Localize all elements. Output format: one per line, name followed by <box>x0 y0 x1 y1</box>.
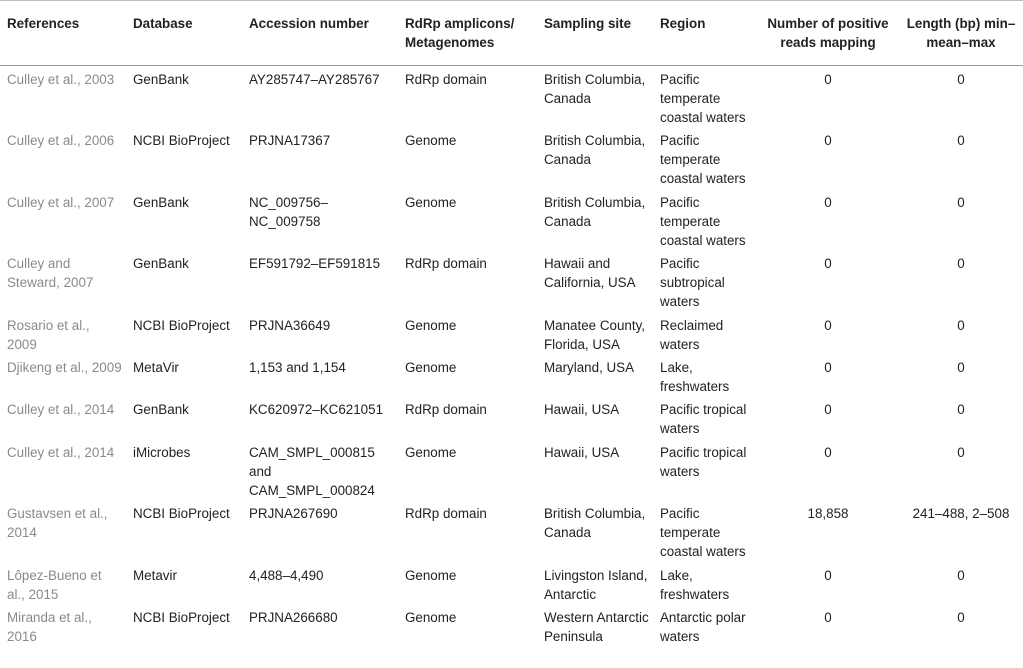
cell-type: RdRp domain <box>405 256 487 271</box>
cell-site: Western Antarctic Peninsula <box>544 610 649 645</box>
cell-site: British Columbia, Canada <box>544 194 646 229</box>
cell-type: Genome <box>405 359 457 375</box>
header-region: Region <box>653 1 757 66</box>
cell-region: Pacific tropical waters <box>660 444 747 479</box>
cell-region: Antarctic polar waters <box>660 610 746 645</box>
table-row <box>0 439 1023 501</box>
cell-reads: 0 <box>824 72 832 87</box>
cell-reference: Lôpez-Bueno et al., 2015 <box>7 567 102 602</box>
header-accession-number: Accession number <box>242 1 398 66</box>
cell-reference: Culley et al., 2014 <box>7 444 115 460</box>
cell-type: Genome <box>405 610 457 626</box>
cell-accession: PRJNA266680 <box>249 610 338 626</box>
table-row <box>0 604 1023 666</box>
cell-length: 0 <box>957 359 965 375</box>
header-references: References <box>0 1 126 66</box>
cell-reference: Gustavsen et al., 2014 <box>7 506 108 541</box>
cell-accession: 1,153 and 1,154 <box>249 359 346 375</box>
cell-site: Hawaii, USA <box>544 402 620 418</box>
header-row <box>0 1 1023 66</box>
cell-reference: Culley et al., 2007 <box>7 194 115 210</box>
cell-region: Pacific temperate coastal waters <box>660 72 746 125</box>
cell-site: Hawaii and California, USA <box>544 256 636 290</box>
cell-site: Manatee County, Florida, USA <box>544 317 645 352</box>
cell-region: Pacific tropical waters <box>660 402 747 437</box>
cell-type: RdRp domain <box>405 72 487 87</box>
table-row <box>0 66 1023 128</box>
cell-length: 0 <box>957 133 965 148</box>
cell-accession: NC_009756– NC_009758 <box>249 194 328 229</box>
cell-length: 0 <box>957 567 965 583</box>
cell-reads: 0 <box>824 610 832 626</box>
header-sampling-site: Sampling site <box>537 1 653 66</box>
cell-reads: 18,858 <box>807 506 849 522</box>
cell-reference: Culley et al., 2006 <box>7 133 115 148</box>
cell-length: 0 <box>957 402 965 418</box>
cell-reads: 0 <box>824 567 832 583</box>
cell-site: British Columbia, Canada <box>544 506 646 541</box>
cell-region: Pacific temperate coastal waters <box>660 506 746 560</box>
cell-database: NCBI BioProject <box>133 610 230 626</box>
cell-type: Genome <box>405 444 457 460</box>
cell-reference: Culley and Steward, 2007 <box>7 256 94 290</box>
cell-database: iMicrobes <box>133 444 191 460</box>
cell-length: 241–488, 2–508 <box>912 506 1010 522</box>
cell-type: Genome <box>405 317 457 333</box>
cell-reads: 0 <box>824 194 832 210</box>
header-database: Database <box>126 1 242 66</box>
header-positive-reads: Number of positive reads mapping <box>757 1 896 66</box>
cell-database: Metavir <box>133 567 177 583</box>
cell-type: Genome <box>405 567 457 583</box>
table-row <box>0 396 1023 438</box>
cell-database: GenBank <box>133 256 189 271</box>
cell-accession: CAM_SMPL_000815 and CAM_SMPL_000824 <box>249 444 375 498</box>
cell-site: Livingston Island, Antarctic <box>544 567 648 602</box>
cell-reads: 0 <box>824 444 832 460</box>
header-amplicons-metagenomes: RdRp amplicons/ Metagenomes <box>398 1 537 66</box>
cell-accession: KC620972–KC621051 <box>249 402 384 418</box>
cell-database: MetaVir <box>133 359 179 375</box>
cell-database: GenBank <box>133 72 189 87</box>
table-row <box>0 562 1023 604</box>
cell-reference: Miranda et al., 2016 <box>7 610 92 645</box>
cell-reads: 0 <box>824 359 832 375</box>
cell-reference: Djikeng et al., 2009 <box>7 359 122 375</box>
cell-length: 0 <box>957 194 965 210</box>
cell-region: Lake, freshwaters <box>660 567 730 602</box>
cell-length: 0 <box>957 444 965 460</box>
cell-reads: 0 <box>824 317 832 333</box>
cell-type: Genome <box>405 133 457 148</box>
cell-region: Lake, freshwaters <box>660 359 730 394</box>
cell-accession: PRJNA36649 <box>249 317 331 333</box>
cell-database: GenBank <box>133 402 189 418</box>
cell-database: NCBI BioProject <box>133 317 230 333</box>
cell-site: Hawaii, USA <box>544 444 620 460</box>
cell-reads: 0 <box>824 256 832 271</box>
table-row <box>0 189 1023 251</box>
cell-accession: PRJNA17367 <box>249 133 331 148</box>
table-row <box>0 354 1023 396</box>
cell-type: RdRp domain <box>405 402 487 418</box>
table-row <box>0 500 1023 562</box>
table-row <box>0 250 1023 312</box>
cell-length: 0 <box>957 256 965 271</box>
cell-length: 0 <box>957 610 965 626</box>
table-row <box>0 127 1023 189</box>
cell-site: British Columbia, Canada <box>544 72 646 106</box>
cell-reads: 0 <box>824 133 832 148</box>
cell-accession: PRJNA267690 <box>249 506 338 522</box>
cell-reference: Rosario et al., 2009 <box>7 317 90 352</box>
cell-length: 0 <box>957 72 965 87</box>
cell-site: British Columbia, Canada <box>544 133 646 167</box>
cell-type: RdRp domain <box>405 506 487 522</box>
cell-length: 0 <box>957 317 965 333</box>
cell-type: Genome <box>405 194 457 210</box>
cell-region: Reclaimed waters <box>660 317 724 352</box>
cell-site: Maryland, USA <box>544 359 635 375</box>
cell-region: Pacific subtropical waters <box>660 256 725 309</box>
cell-region: Pacific temperate coastal waters <box>660 194 746 248</box>
table-row <box>0 312 1023 354</box>
cell-reads: 0 <box>824 402 832 418</box>
cell-region: Pacific temperate coastal waters <box>660 133 746 186</box>
cell-database: NCBI BioProject <box>133 133 230 148</box>
cell-accession: 4,488–4,490 <box>249 567 324 583</box>
cell-database: GenBank <box>133 194 189 210</box>
header-length: Length (bp) min–mean–max <box>896 1 1023 66</box>
cell-reference: Culley et al., 2014 <box>7 402 115 418</box>
cell-accession: EF591792–EF591815 <box>249 256 381 271</box>
cell-accession: AY285747–AY285767 <box>249 72 380 87</box>
cell-reference: Culley et al., 2003 <box>7 72 115 87</box>
cell-database: NCBI BioProject <box>133 506 230 522</box>
